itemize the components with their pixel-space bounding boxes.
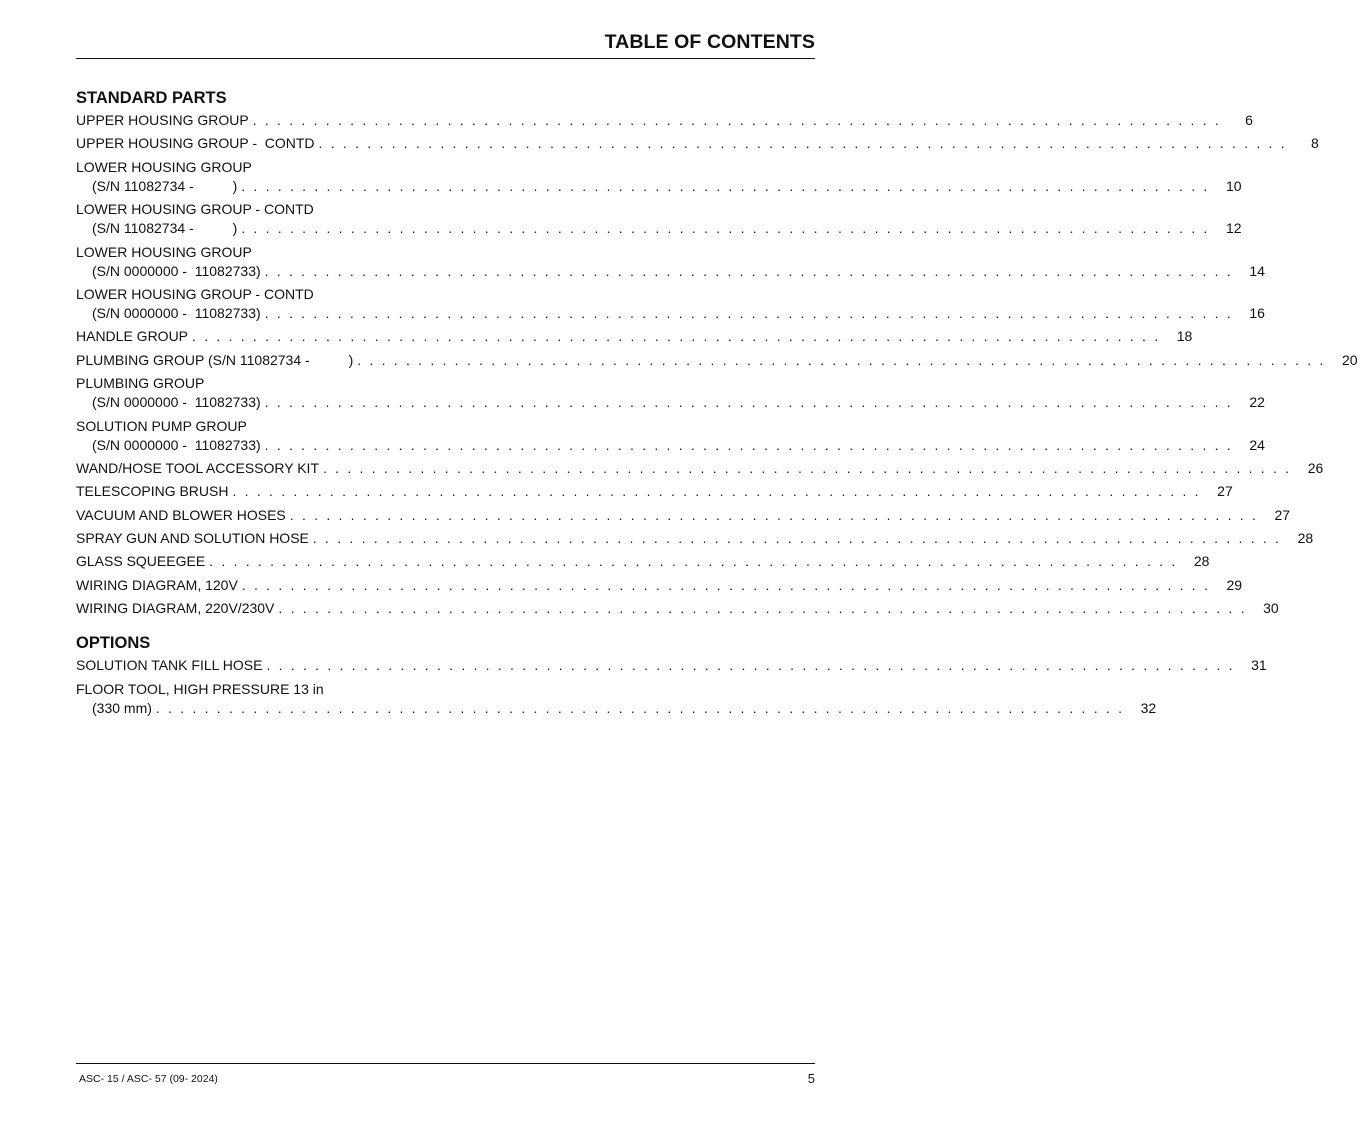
- dot-leader: . . . . . . . . . . . . . . . . . . . . . . . . . . . . . . . . . . . . . . . . . . . . . . . . . . . . . . . . . . . . . . . . . . . . . . . . . . . . . . . .: [312, 530, 1282, 547]
- toc-page-number: 14: [1249, 262, 1265, 279]
- toc-entry[interactable]: [76, 482, 1233, 501]
- footer-divider: [76, 1063, 815, 1064]
- dot-leader: . . . . . . . . . . . . . . . . . . . . . . . . . . . . . . . . . . . . . . . . . . . . . . . . . . . . . . . . . . . . . . . . . . . . . . . . . . . . . . . .: [264, 262, 1233, 279]
- toc-entry-label: UPPER HOUSING GROUP: [76, 112, 249, 128]
- toc-page-number: 16: [1249, 304, 1265, 321]
- dot-leader: . . . . . . . . . . . . . . . . . . . . . . . . . . . . . . . . . . . . . . . . . . . . . . . . . . . . . . . . . . . . . . . . . . . . . . . . . . . . . . . .: [289, 506, 1259, 523]
- dot-leader: . . . . . . . . . . . . . . . . . . . . . . . . . . . . . . . . . . . . . . . . . . . . . . . . . . . . . . . . . . . . . . . . . . . . . . . . . . . . . . . .: [357, 351, 1326, 368]
- toc-entry-row: [76, 327, 1193, 346]
- toc-entry[interactable]: [76, 417, 1265, 455]
- toc-entry[interactable]: [76, 111, 1253, 130]
- dot-leader: . . . . . . . . . . . . . . . . . . . . . . . . . . . . . . . . . . . . . . . . . . . . . . . . . . . . . . . . . . . . . . . . . . . . . . . . . . . . . . . .: [241, 177, 1210, 194]
- dot-leader: . . . . . . . . . . . . . . . . . . . . . . . . . . . . . . . . . . . . . . . . . . . . . . . . . . . . . . . . . . . . . . . . . . . . . . . . . . . . . . . .: [241, 220, 1210, 237]
- toc-entry[interactable]: [76, 134, 1319, 153]
- toc-entry-label: (S/N 11082734 - ): [92, 220, 238, 237]
- toc-entry-row: [76, 482, 1233, 501]
- toc-entry-row: [76, 459, 1324, 478]
- toc-entry-label: WAND/HOSE TOOL ACCESSORY KIT: [76, 459, 319, 476]
- toc-entry-label: WIRING DIAGRAM, 220V/230V: [76, 600, 275, 617]
- toc-entry-row: [76, 576, 1243, 595]
- toc-page-number: 28: [1193, 553, 1210, 570]
- toc-entry-row: [76, 436, 1265, 455]
- dot-leader: . . . . . . . . . . . . . . . . . . . . . . . . . . . . . . . . . . . . . . . . . . . . . . . . . . . . . . . . . . . . . . . . . . . . . . . . . . . . . . . .: [241, 576, 1211, 593]
- toc-entry-label: GLASS SQUEEGEE: [76, 553, 206, 570]
- toc-entry-row: [76, 506, 1291, 525]
- toc-page-number: 24: [1249, 436, 1265, 453]
- toc-entry-label: (S/N 0000000 - 11082733): [92, 436, 261, 453]
- toc-entry[interactable]: [76, 459, 1324, 478]
- toc-page-number: 12: [1225, 220, 1242, 237]
- toc-entry-title: FLOOR TOOL, HIGH PRESSURE 13 in: [76, 680, 324, 697]
- toc-entry-label: (S/N 0000000 - 11082733): [92, 394, 261, 411]
- dot-leader: . . . . . . . . . . . . . . . . . . . . . . . . . . . . . . . . . . . . . . . . . . . . . . . . . . . . . . . . . . . . . . . . . . . . . . . . . . . . . . . .: [232, 483, 1201, 500]
- toc-entry-row: [76, 177, 1242, 196]
- dot-leader: . . . . . . . . . . . . . . . . . . . . . . . . . . . . . . . . . . . . . . . . . . . . . . . . . . . . . . . . . . . . . . . . . . . . . . . . . . . . . . . .: [192, 328, 1161, 345]
- toc-entry-title: LOWER HOUSING GROUP: [76, 158, 252, 175]
- dot-leader: . . . . . . . . . . . . . . . . . . . . . . . . . . . . . . . . . . . . . . . . . . . . . . . . . . . . . . . . . . . . . . . . . . . . . . . . . . . . . . . .: [318, 135, 1287, 152]
- toc-entry-title: PLUMBING GROUP: [76, 375, 205, 392]
- dot-leader: . . . . . . . . . . . . . . . . . . . . . . . . . . . . . . . . . . . . . . . . . . . . . . . . . . . . . . . . . . . . . . . . . . . . . . . . . . . . . . . .: [264, 394, 1233, 411]
- toc-entry-row: [76, 393, 1265, 412]
- toc-entry-row: [76, 599, 1279, 618]
- toc-entry[interactable]: [76, 576, 1243, 595]
- dot-leader: . . . . . . . . . . . . . . . . . . . . . . . . . . . . . . . . . . . . . . . . . . . . . . . . . . . . . . . . . . . . . . . . . . . . . . . . . . . . . . . .: [264, 436, 1233, 453]
- toc-entry[interactable]: [76, 529, 1314, 548]
- toc-entry[interactable]: [76, 327, 1193, 346]
- toc-entry-title: LOWER HOUSING GROUP - CONTD: [76, 201, 314, 218]
- toc-entry-label: SOLUTION TANK FILL HOSE: [76, 657, 263, 674]
- toc-entry-label: (S/N 0000000 - 11082733): [92, 262, 261, 279]
- toc-page-number: 27: [1274, 506, 1291, 523]
- toc-page-number: 10: [1225, 177, 1242, 194]
- toc-entry-row: [76, 529, 1314, 548]
- toc-entry-label: (S/N 11082734 - ): [92, 177, 238, 194]
- header-divider: [76, 58, 815, 59]
- toc-page-number: 27: [1217, 483, 1233, 500]
- toc-entry-label: UPPER HOUSING GROUP - CONTD: [76, 135, 315, 152]
- toc-entry-row: [76, 656, 1267, 675]
- section-heading: OPTIONS: [76, 634, 151, 653]
- toc-page-number: 29: [1226, 576, 1243, 593]
- document-id: ASC- 15 / ASC- 57 (09- 2024): [79, 1073, 218, 1085]
- toc-entry-label: WIRING DIAGRAM, 120V: [76, 576, 238, 593]
- dot-leader: . . . . . . . . . . . . . . . . . . . . . . . . . . . . . . . . . . . . . . . . . . . . . . . . . . . . . . . . . . . . . . . . . . . . . . . . . . . . . . . .: [278, 600, 1247, 617]
- toc-entry-title: LOWER HOUSING GROUP - CONTD: [76, 285, 314, 302]
- toc-entry[interactable]: [76, 351, 1358, 370]
- toc-page-number: 8: [1311, 135, 1319, 152]
- toc-page-number: 26: [1307, 459, 1324, 476]
- toc-entry[interactable]: [76, 599, 1279, 618]
- dot-leader: . . . . . . . . . . . . . . . . . . . . . . . . . . . . . . . . . . . . . . . . . . . . . . . . . . . . . . . . . . . . . . . . . . . . . . . . . . . . . . . .: [323, 459, 1292, 476]
- toc-entry-label: (330 mm): [92, 699, 152, 716]
- toc-page-number: 31: [1251, 657, 1267, 674]
- toc-entry[interactable]: [76, 506, 1291, 525]
- toc-entry-row: [76, 111, 1253, 130]
- toc-entry[interactable]: [76, 374, 1265, 412]
- toc-entry[interactable]: [76, 656, 1267, 675]
- toc-entry-label: HANDLE GROUP: [76, 328, 189, 345]
- toc-entry-title: SOLUTION PUMP GROUP: [76, 417, 247, 434]
- toc-entry-label: TELESCOPING BRUSH: [76, 483, 229, 500]
- toc-entry[interactable]: [76, 158, 1242, 196]
- toc-entry[interactable]: [76, 200, 1242, 238]
- toc-page-number: 30: [1263, 600, 1279, 617]
- page-number: 5: [807, 1071, 815, 1086]
- toc-entry-row: [76, 552, 1210, 571]
- dot-leader: . . . . . . . . . . . . . . . . . . . . . . . . . . . . . . . . . . . . . . . . . . . . . . . . . . . . . . . . . . . . . . . . . . . . . . . . . . . . . . . .: [264, 304, 1233, 321]
- toc-entry[interactable]: [76, 552, 1210, 571]
- toc-entry-row: [76, 304, 1265, 323]
- toc-entry-title: LOWER HOUSING GROUP: [76, 243, 252, 260]
- page-title: TABLE OF CONTENTS: [604, 31, 815, 53]
- toc-entry-row: [76, 262, 1265, 281]
- toc-entry-row: [76, 134, 1319, 153]
- toc-entry-row: [76, 699, 1157, 718]
- toc-entry-label: VACUUM AND BLOWER HOSES: [76, 506, 286, 523]
- toc-entry-label: (S/N 0000000 - 11082733): [92, 304, 261, 321]
- dot-leader: . . . . . . . . . . . . . . . . . . . . . . . . . . . . . . . . . . . . . . . . . . . . . . . . . . . . . . . . . . . . . . . . . . . . . . . . . . . . . . . .: [209, 553, 1178, 570]
- toc-entry-row: [76, 351, 1358, 370]
- toc-page-number: 32: [1140, 699, 1157, 716]
- toc-entry-label: PLUMBING GROUP (S/N 11082734 - ): [76, 351, 354, 368]
- dot-leader: . . . . . . . . . . . . . . . . . . . . . . . . . . . . . . . . . . . . . . . . . . . . . . . . . . . . . . . . . . . . . . . . . . . . . . . . . . . . . . . .: [252, 112, 1221, 128]
- dot-leader: . . . . . . . . . . . . . . . . . . . . . . . . . . . . . . . . . . . . . . . . . . . . . . . . . . . . . . . . . . . . . . . . . . . . . . . . . . . . . . . .: [155, 699, 1125, 716]
- table-of-contents: [76, 88, 1358, 722]
- dot-leader: . . . . . . . . . . . . . . . . . . . . . . . . . . . . . . . . . . . . . . . . . . . . . . . . . . . . . . . . . . . . . . . . . . . . . . . . . . . . . . . .: [266, 657, 1235, 674]
- toc-page-number: 18: [1176, 328, 1193, 345]
- toc-page-number: 20: [1341, 351, 1358, 368]
- toc-page-number: 22: [1249, 394, 1265, 411]
- toc-entry[interactable]: [76, 285, 1265, 323]
- toc-entry[interactable]: [76, 680, 1157, 718]
- section-heading: STANDARD PARTS: [76, 89, 227, 107]
- toc-entry-label: SPRAY GUN AND SOLUTION HOSE: [76, 530, 309, 547]
- toc-entry-row: [76, 219, 1242, 238]
- toc-entry[interactable]: [76, 243, 1265, 281]
- toc-page-number: 28: [1297, 530, 1314, 547]
- toc-page-number: 6: [1245, 112, 1253, 128]
